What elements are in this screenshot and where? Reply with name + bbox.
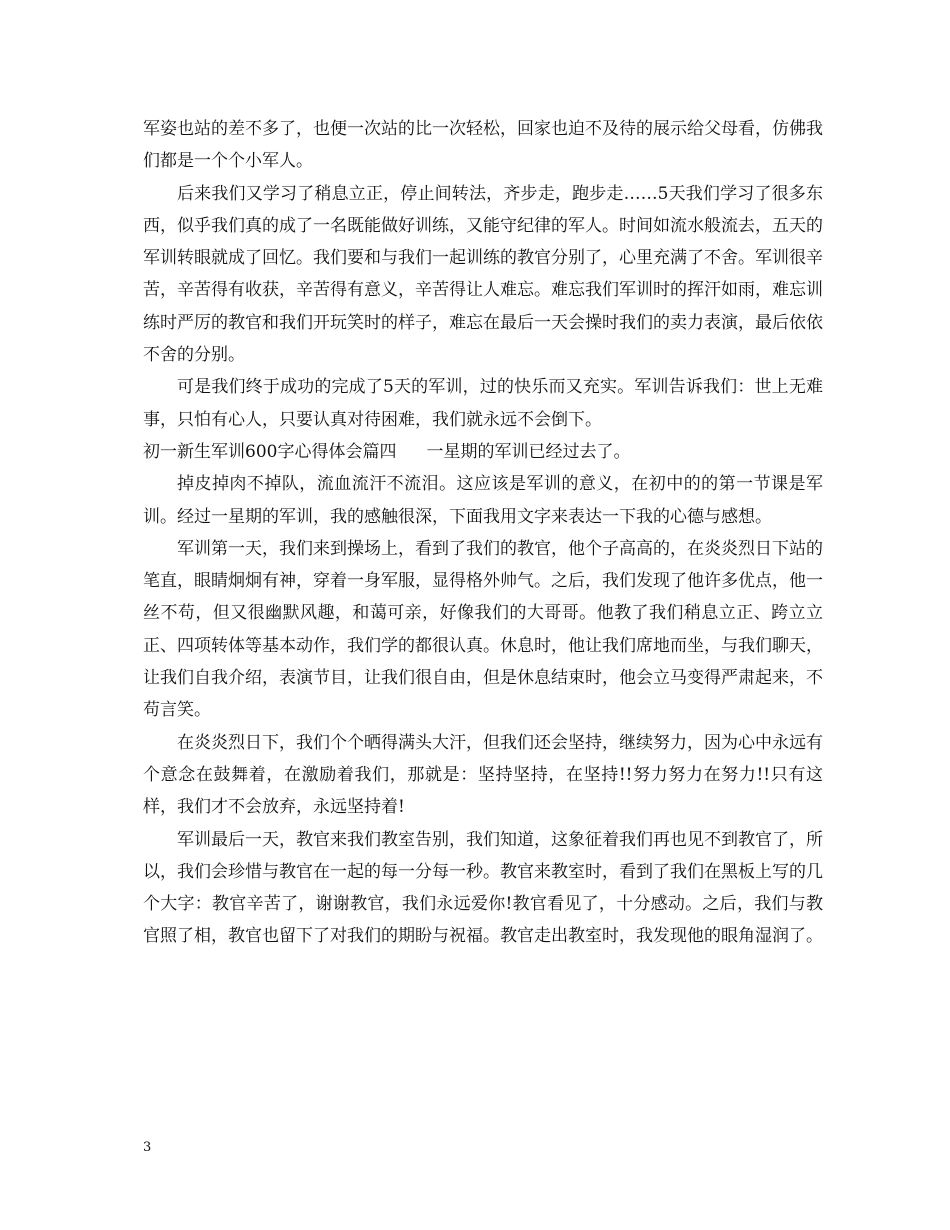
page-number: 3 — [143, 1140, 152, 1155]
paragraph: 军训第一天，我们来到操场上，看到了我们的教官，他个子高高的，在炎炎烈日下站的笔直，眼睛炯炯有神，穿着一身军服，显得格外帅气。之后，我们发现了他许多优点，他一丝不苟，但又很幽默风趣，和蔼可亲，好像我们的大哥哥。他教了我们稍息立正、跨立立正、四项转体等基本动作，我们学的都很认真。休息时，他让我们席地而坐，与我们聊天，让我们自我介绍，表演节目，让我们很自由，但是休息结束时，他会立马变得严肃起来，不苟言笑。 — [143, 538, 823, 721]
section-first-line: 一星期的军训已经过去了。 — [426, 441, 631, 462]
body-text — [143, 113, 823, 953]
paragraph: 掉皮掉肉不掉队，流血流汗不流泪。这应该是军训的意义，在初中的的第一节课是军训。经过一星期的军训，我的感触很深，下面我用文字来表达一下我的心德与感想。 — [143, 474, 823, 527]
section-heading-line — [143, 436, 823, 468]
paragraph: 后来我们又学习了稍息立正，停止间转法，齐步走，跑步走……5天我们学习了很多东西，似乎我们真的成了一名既能做好训练，又能守纪律的军人。时间如流水般流去，五天的军训转眼就成了回忆。我们要和与我们一起训练的教官分别了，心里充满了不舍。军训很辛苦，辛苦得有收获，辛苦得有意义，辛苦得让人难忘。难忘我们军训时的挥汗如雨，难忘训练时严厉的教官和我们开玩笑时的样子，难忘在最后一天会操时我们的卖力表演，最后依依不舍的分别。 — [143, 183, 823, 366]
paragraph: 可是我们终于成功的完成了5天的军训，过的快乐而又充实。军训告诉我们：世上无难事，只怕有心人，只要认真对待困难，我们就永远不会倒下。 — [143, 377, 823, 430]
section-title: 初一新生军训600字心得体会篇四 — [143, 441, 397, 462]
paragraph: 军训最后一天，教官来我们教室告别，我们知道，这象征着我们再也见不到教官了，所以，我们会珍惜与教官在一起的每一分每一秒。教官来教室时，看到了我们在黑板上写的几个大字：教官辛苦了，谢谢教官，我们永远爱你!教官看见了，十分感动。之后，我们与教官照了相，教官也留下了对我们的期盼与祝福。教官走出教室时，我发现他的眼角湿润了。 — [143, 829, 823, 947]
paragraph-continued: 军姿也站的差不多了，也便一次站的比一次轻松，回家也迫不及待的展示给父母看，仿佛我们都是一个个小军人。 — [143, 119, 823, 172]
paragraph: 在炎炎烈日下，我们个个晒得满头大汗，但我们还会坚持，继续努力，因为心中永远有个意念在鼓舞着，在激励着我们，那就是：坚持坚持，在坚持!!努力努力在努力!!只有这样，我们才不会放弃，永远坚持着! — [143, 732, 823, 818]
